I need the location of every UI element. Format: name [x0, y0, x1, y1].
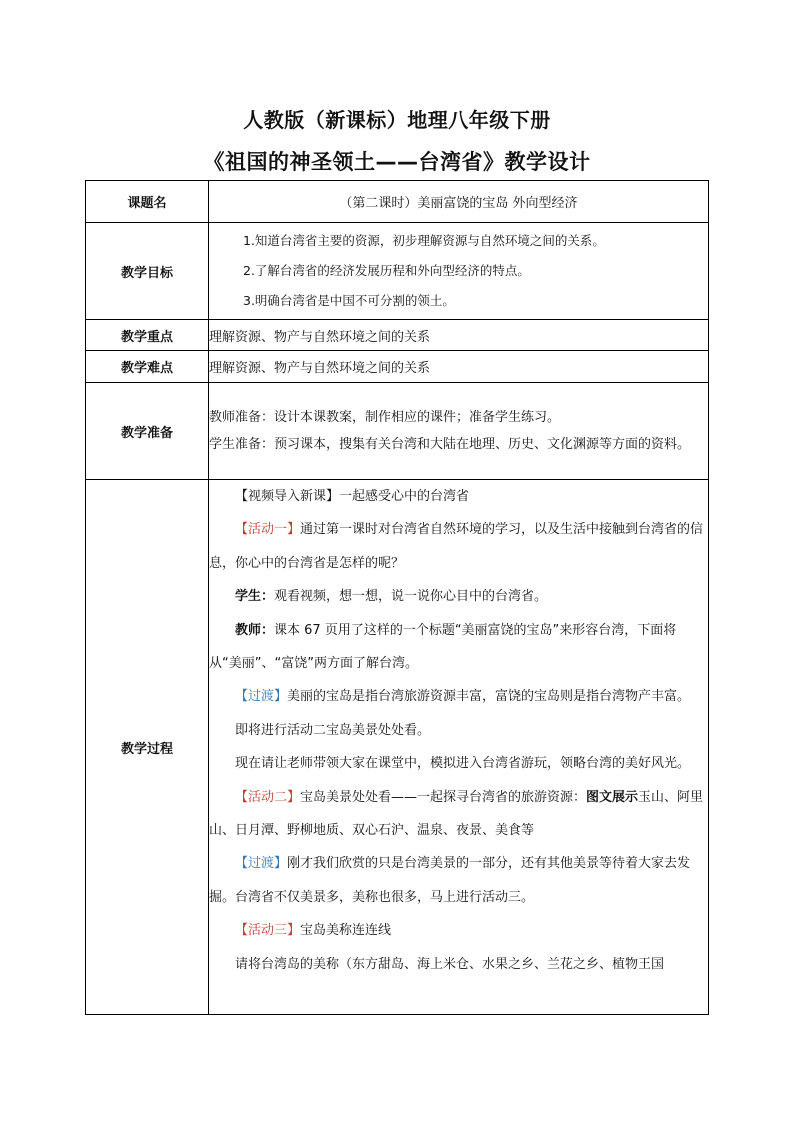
goals-cell [209, 223, 709, 320]
process-paragraph: 即将进行活动二宝岛美景处处看。 [235, 722, 431, 738]
speaker-tag: 教师： [235, 622, 275, 638]
goal-item: 3.明确台湾省是中国不可分割的领土。 [243, 293, 455, 308]
difficult-point-value: 理解资源、物产与自然环境之间的关系 [209, 351, 709, 383]
key-point-value: 理解资源、物产与自然环境之间的关系 [209, 320, 709, 351]
transition-tag: 【过渡】 [235, 689, 288, 705]
preparation-label: 教学准备 [86, 383, 209, 480]
table-row [86, 223, 709, 320]
difficult-point-label: 教学难点 [86, 351, 209, 383]
transition-tag: 【过渡】 [235, 856, 288, 872]
table-row [86, 383, 709, 480]
process-paragraph: 【活动一】通过第一课时对台湾省自然环境的学习，以及生活中接触到台湾省的信息，你心中的台湾省是怎样的呢？ [209, 522, 704, 571]
process-paragraph: 【活动三】宝岛美称连连线 [235, 923, 392, 939]
process-paragraph: 【视频导入新课】一起感受心中的台湾省 [235, 489, 470, 504]
process-label: 教学过程 [86, 480, 209, 1015]
activity-tag: 【活动一】 [235, 522, 301, 538]
document-title: 人教版（新课标）地理八年级下册 [243, 108, 551, 132]
table-row [86, 351, 709, 383]
speaker-tag: 学生： [235, 589, 275, 605]
preparation-cell [209, 383, 709, 480]
goal-item: 2.了解台湾省的经济发展历程和外向型经济的特点。 [243, 263, 530, 278]
student-preparation: 学生准备：预习课本，搜集有关台湾和大陆在地理、历史、文化渊源等方面的资料。 [209, 437, 691, 452]
table-row [86, 480, 709, 1015]
topic-value: （第二课时）美丽富饶的宝岛 外向型经济 [209, 181, 709, 223]
teacher-preparation: 教师准备：设计本课教案，制作相应的课件；准备学生练习。 [209, 410, 561, 425]
process-paragraph: 学生：观看视频，想一想，说一说你心目中的台湾省。 [235, 589, 548, 605]
goals-label: 教学目标 [86, 223, 209, 320]
process-cell [209, 480, 709, 1015]
process-paragraph: 【活动二】宝岛美景处处看——一起探寻台湾省的旅游资源：图文展示玉山、阿里山、日月潭、野柳地质、双心石沪、温泉、夜景、美食等 [209, 789, 704, 839]
document-subtitle: 《祖国的神圣领土——台湾省》教学设计 [203, 150, 591, 174]
lesson-plan-table [85, 180, 709, 1015]
activity-tag: 【活动三】 [235, 923, 301, 939]
key-point-label: 教学重点 [86, 320, 209, 351]
process-paragraph: 【过渡】美丽的宝岛是指台湾旅游资源丰富，富饶的宝岛则是指台湾物产丰富。 [235, 689, 691, 705]
process-paragraph: 请将台湾岛的美称（东方甜岛、海上米仓、水果之乡、兰花之乡、植物王国 [235, 956, 665, 972]
process-paragraph: 教师：课本 67 页用了这样的一个标题“美丽富饶的宝岛”来形容台湾，下面将从“美丽”、“富饶”两方面了解台湾。 [209, 622, 677, 672]
topic-label: 课题名 [86, 181, 209, 223]
process-paragraph: 【过渡】刚才我们欣赏的只是台湾美景的一部分，还有其他美景等待着大家去发掘。台湾省不仅美景多，美称也很多，马上进行活动三。 [209, 856, 691, 905]
process-paragraph: 现在请让老师带领大家在课堂中，模拟进入台湾省游玩，领略台湾的美好风光。 [235, 756, 691, 772]
activity-tag: 【活动二】 [235, 789, 301, 805]
table-row [86, 320, 709, 351]
table-row [86, 181, 709, 223]
goal-item: 1.知道台湾省主要的资源，初步理解资源与自然环境之间的关系。 [243, 233, 605, 248]
